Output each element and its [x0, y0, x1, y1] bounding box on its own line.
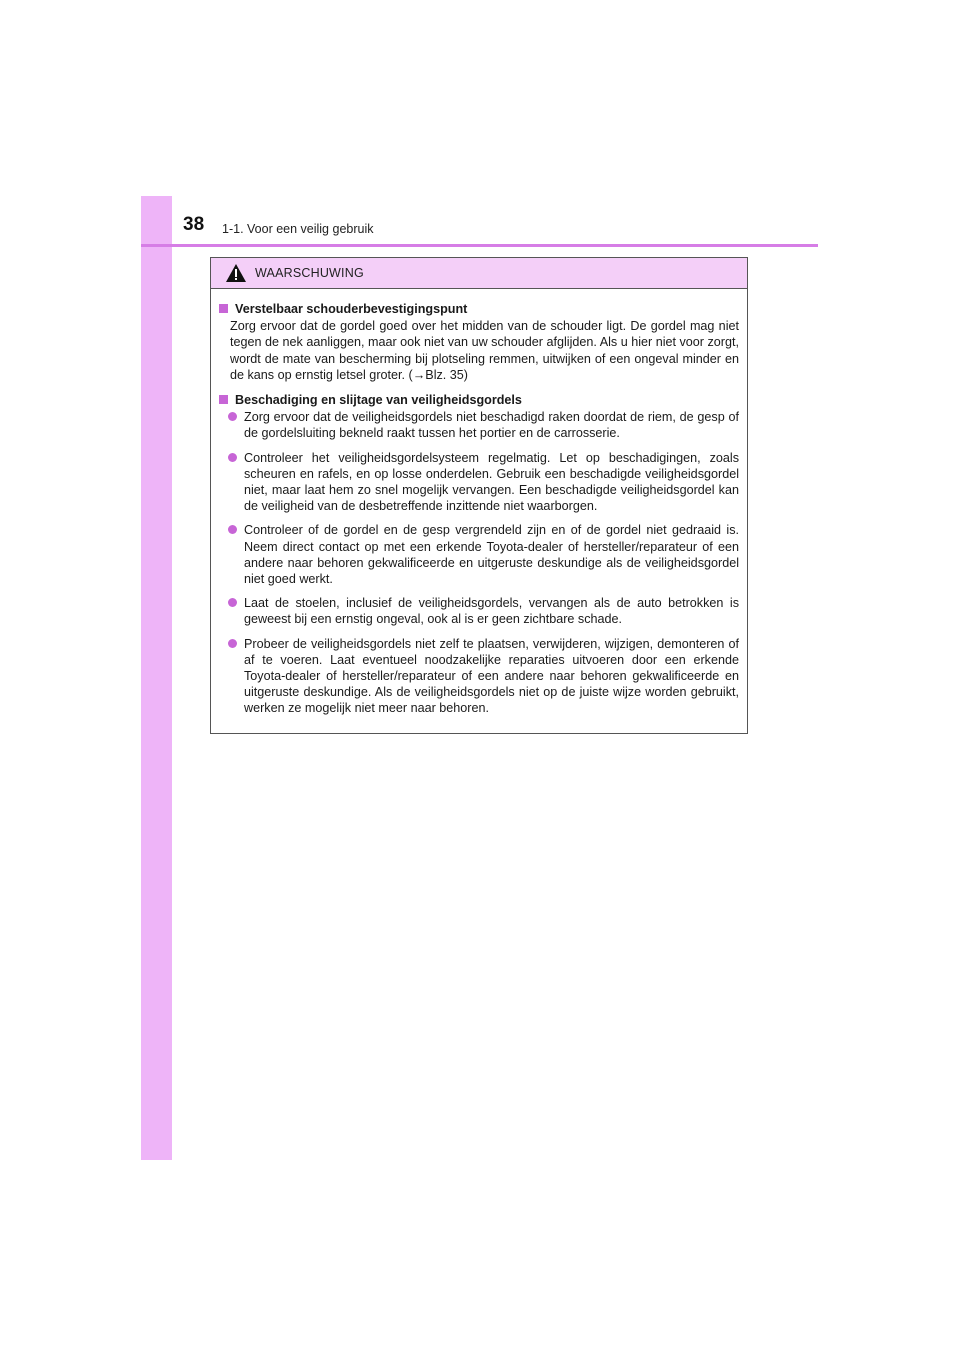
section-heading: [219, 301, 739, 317]
square-bullet-icon: [219, 395, 228, 404]
page-number: 38: [183, 214, 205, 235]
side-color-band: [141, 196, 172, 1160]
warning-header: [211, 258, 747, 289]
section-heading-text: Verstelbaar schouderbevestigingspunt: [235, 302, 468, 316]
header-area: [172, 196, 818, 244]
square-bullet-icon: [219, 304, 228, 313]
warning-body: [211, 289, 747, 717]
section-heading-text: Beschadiging en slijtage van veiligheidsgordels: [235, 393, 522, 408]
circle-bullet-icon: [228, 639, 237, 648]
circle-bullet-icon: [228, 412, 237, 421]
list-item-text: Probeer de veiligheidsgordels niet zelf te plaatsen, verwijderen, wijzigen, demonteren of af te voeren. Laat eventueel noodzakelijke reparaties uitvoeren door een erkende Toyota-dealer of hersteller/reparateur of een andere naar behoren gekwalificeerde en uitgeruste deskundige. Als de veiligheidsgordels niet op de juiste wijze worden gebruikt, werken ze mogelijk niet meer naar behoren.: [244, 636, 739, 716]
section-heading: [219, 392, 739, 408]
list-item: [228, 409, 739, 441]
warning-section: [219, 301, 739, 383]
list-item-text: Laat de stoelen, inclusief de veiligheidsgordels, vervangen als de auto betrokken is geweest bij een ernstig ongeval, ook al is er geen zichtbare schade.: [244, 596, 739, 627]
circle-bullet-icon: [228, 453, 237, 462]
list-item-text: Zorg ervoor dat de veiligheidsgordels niet beschadigd raken doordat de riem, de gesp of de gordelsluiting bekneld raakt tussen het portier en de carrosserie.: [244, 410, 739, 441]
list-item-text: Controleer het veiligheidsgordelsysteem regelmatig. Let op beschadigingen, zoals scheuren en rafels, en op losse onderdelen. Gebruik een beschadigde veiligheidsgordel niet, maar laat hem zo snel mogelijk vervangen. Een beschadigde veiligheidsgordel kan de veiligheid van de desbetreffende inzittende niet waarborgen.: [244, 450, 739, 514]
list-item: [228, 595, 739, 627]
circle-bullet-icon: [228, 598, 237, 607]
section-paragraph: Zorg ervoor dat de gordel goed over het midden van de schouder ligt. De gordel mag niet tegen de nek aanliggen, maar ook niet van uw schouder afglijden. Als u hier niet voor zorgt, wordt de mate van bescherming bij plotseling remmen, uitwijken of een ongeval minder en de kans op ernstig letsel groter. (→Blz. 35): [230, 319, 739, 382]
warning-section: [219, 392, 739, 717]
section-title: 1-1. Voor een veilig gebruik: [222, 222, 374, 236]
list-item-text: Controleer of de gordel en de gesp vergrendeld zijn en of de gordel niet gedraaid is. Neem direct contact op met een erkende Toyota-dealer of hersteller/reparateur of een andere naar behoren gekwalificeerde en uitgeruste deskundige als de veiligheidsgordel niet goed werkt.: [244, 523, 739, 587]
circle-bullet-icon: [228, 525, 237, 534]
list-item: [228, 636, 739, 717]
warning-box: [210, 257, 748, 734]
list-item: [228, 450, 739, 515]
warning-triangle-icon: [225, 263, 247, 283]
warning-title: WAARSCHUWING: [255, 266, 364, 280]
list-item: [228, 522, 739, 587]
header-rule: [141, 244, 818, 247]
